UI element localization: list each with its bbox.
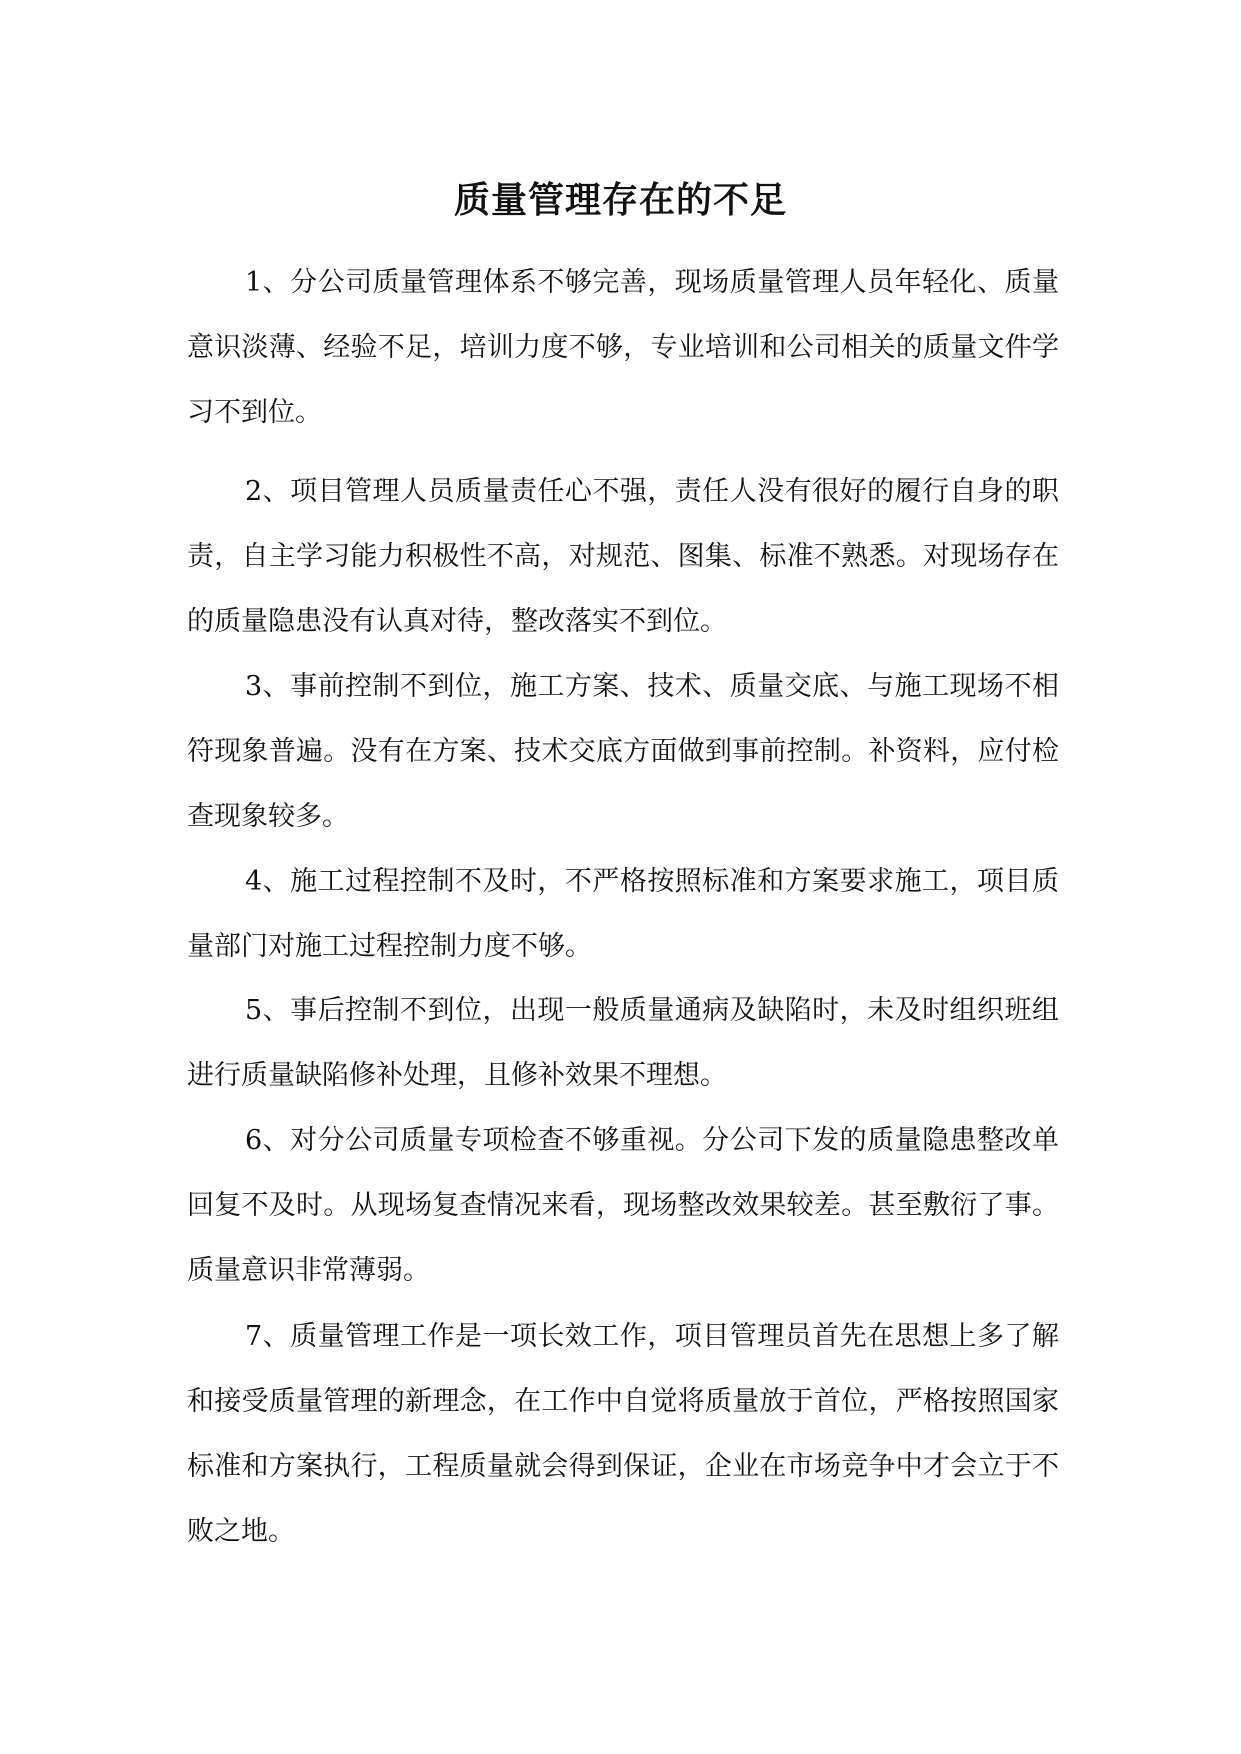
page-title: 质量管理存在的不足 [453, 179, 787, 221]
paragraph-5: 5、事后控制不到位，出现一般质量通病及缺陷时，未及时组织班组进行质量缺陷修补处理，且修补效果不理想。 [187, 995, 1059, 1091]
paragraph-3: 3、事前控制不到位，施工方案、技术、质量交底、与施工现场不相符现象普遍。没有在方案、技术交底方面做到事前控制。补资料，应付检查现象较多。 [187, 671, 1059, 832]
paragraph-2: 2、项目管理人员质量责任心不强，责任人没有很好的履行自身的职责，自主学习能力积极性不高，对规范、图集、标准不熟悉。对现场存在的质量隐患没有认真对待，整改落实不到位。 [187, 476, 1059, 637]
paragraph-6: 6、对分公司质量专项检查不够重视。分公司下发的质量隐患整改单回复不及时。从现场复查情况来看，现场整改效果较差。甚至敷衍了事。质量意识非常薄弱。 [187, 1125, 1059, 1286]
paragraph-7: 7、质量管理工作是一项长效工作，项目管理员首先在思想上多了解和接受质量管理的新理念，在工作中自觉将质量放于首位，严格按照国家标准和方案执行，工程质量就会得到保证，企业在市场竞争中才会立于不败之地。 [187, 1321, 1059, 1547]
paragraph-4: 4、施工过程控制不及时，不严格按照标准和方案要求施工，项目质量部门对施工过程控制力度不够。 [187, 866, 1059, 962]
paragraph-1: 1、分公司质量管理体系不够完善，现场质量管理人员年轻化、质量意识淡薄、经验不足，培训力度不够，专业培训和公司相关的质量文件学习不到位。 [187, 267, 1059, 428]
